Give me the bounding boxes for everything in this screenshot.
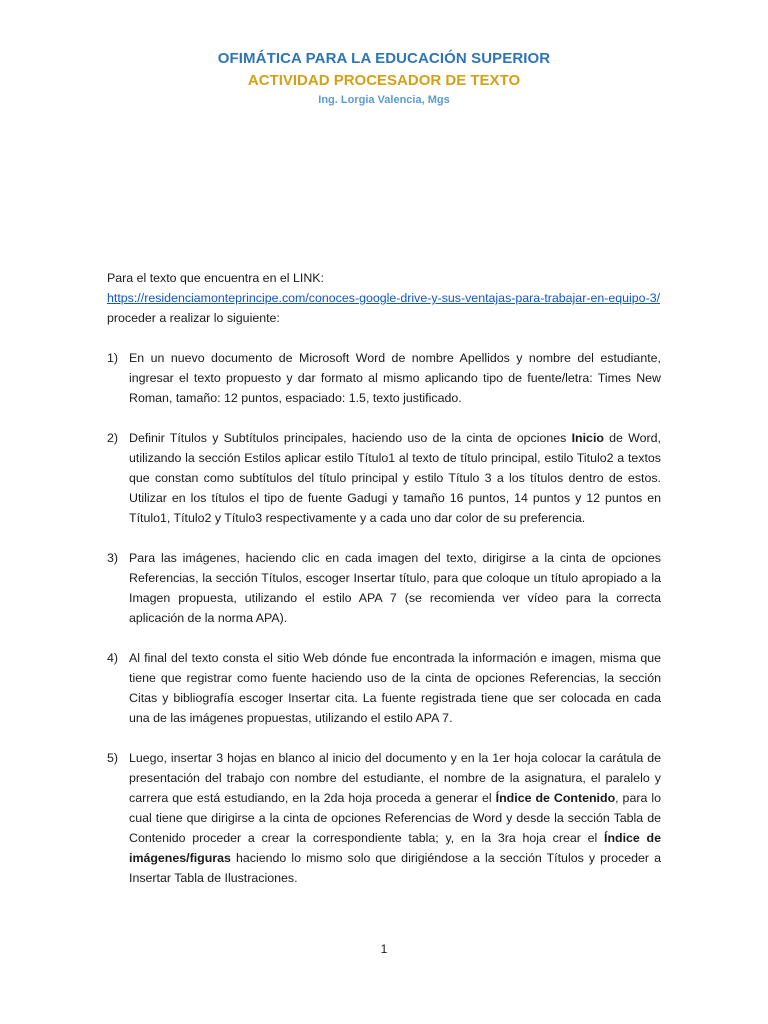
bold-text-inicio: Inicio — [571, 431, 604, 445]
text-run: , para lo cual tiene que dirigirse a la cinta de opciones Referencias de Word y desde la sección Tabla de Contenido proceder a crear la correspondiente tabla; y, en la 3ra hoja crear el — [129, 791, 661, 845]
list-item — [107, 348, 661, 408]
list-item — [107, 428, 661, 528]
list-item — [107, 748, 661, 888]
text-run: Definir Títulos y Subtítulos principales, haciendo uso de la cinta de opciones — [129, 431, 572, 445]
document-header — [0, 47, 768, 109]
intro-section — [107, 268, 661, 328]
list-item-number: 1) — [107, 351, 119, 365]
bold-text-indice-contenido: Índice de Contenido — [495, 791, 616, 805]
list-item-number: 4) — [107, 651, 119, 665]
list-item-text — [129, 428, 661, 528]
list-item-number: 3) — [107, 551, 119, 565]
intro-line-1: Para el texto que encuentra en el LINK: — [107, 271, 324, 285]
list-item — [107, 548, 661, 628]
list-item-text: Al final del texto consta el sitio Web dónde fue encontrada la información e imagen, misma que tiene que registrar como fuente haciendo uso de la cinta de opciones Referencias, la sección Citas y bibliografía escoger Insertar cita. La fuente registrada tiene que ser colocada en cada una de las imágenes propuestas, utilizando el estilo APA 7. — [129, 651, 661, 725]
text-run: de Word, utilizando la sección Estilos aplicar estilo Título1 al texto de título principal, estilo Titulo2 a textos que constan como subtítulos del título principal y estilo Título 3 a los títulos dentro de estos. Utilizar en los títulos el tipo de fuente Gadugi y tamaño 16 puntos, 14 puntos y 12 puntos en Título1, Título2 y Título3 respectivamente y a cada uno dar color de su preferencia. — [129, 431, 661, 525]
list-item — [107, 648, 661, 728]
list-item-number: 5) — [107, 751, 119, 765]
text-run: Luego, insertar 3 hojas en blanco al inicio del documento y en la 1er hoja colocar la carátula de presentación del trabajo con nombre del estudiante, el nombre de la asignatura, el paralelo y carrera que está estudiando, en la 2da hoja proceda a generar el — [129, 751, 661, 805]
source-link[interactable]: https://residenciamonteprincipe.com/conoces-google-drive-y-sus-ventajas-para-trabajar-en-equipo-3/ — [107, 291, 661, 305]
document-author: Ing. Lorgia Valencia, Mgs — [318, 94, 450, 106]
list-item-text: En un nuevo documento de Microsoft Word de nombre Apellidos y nombre del estudiante, ingresar el texto propuesto y dar formato al mismo aplicando tipo de fuente/letra: Times New Roman, tamaño: 12 puntos, espaciado: 1.5, texto justificado. — [129, 351, 661, 405]
document-subtitle: ACTIVIDAD PROCESADOR DE TEXTO — [247, 72, 521, 89]
document-title: OFIMÁTICA PARA LA EDUCACIÓN SUPERIOR — [217, 50, 551, 67]
page-number: 1 — [380, 942, 388, 956]
list-item-text: Para las imágenes, haciendo clic en cada imagen del texto, dirigirse a la cinta de opciones Referencias, la sección Títulos, escoger Insertar título, para que coloque un título apropiado a la Imagen propuesta, utilizando el estilo APA 7 (se recomienda ver vídeo para la correcta aplicación de la norma APA). — [129, 551, 661, 625]
intro-line-2: proceder a realizar lo siguiente: — [107, 311, 280, 325]
instruction-list — [107, 348, 661, 888]
list-item-text — [129, 748, 661, 888]
bold-text-indice-imagenes: Índice de imágenes/figuras — [129, 831, 662, 865]
document-body — [107, 268, 661, 908]
text-run: haciendo lo mismo solo que dirigiéndose a la sección Títulos y proceder a Insertar Tabla de Ilustraciones. — [129, 851, 661, 885]
list-item-number: 2) — [107, 431, 119, 445]
